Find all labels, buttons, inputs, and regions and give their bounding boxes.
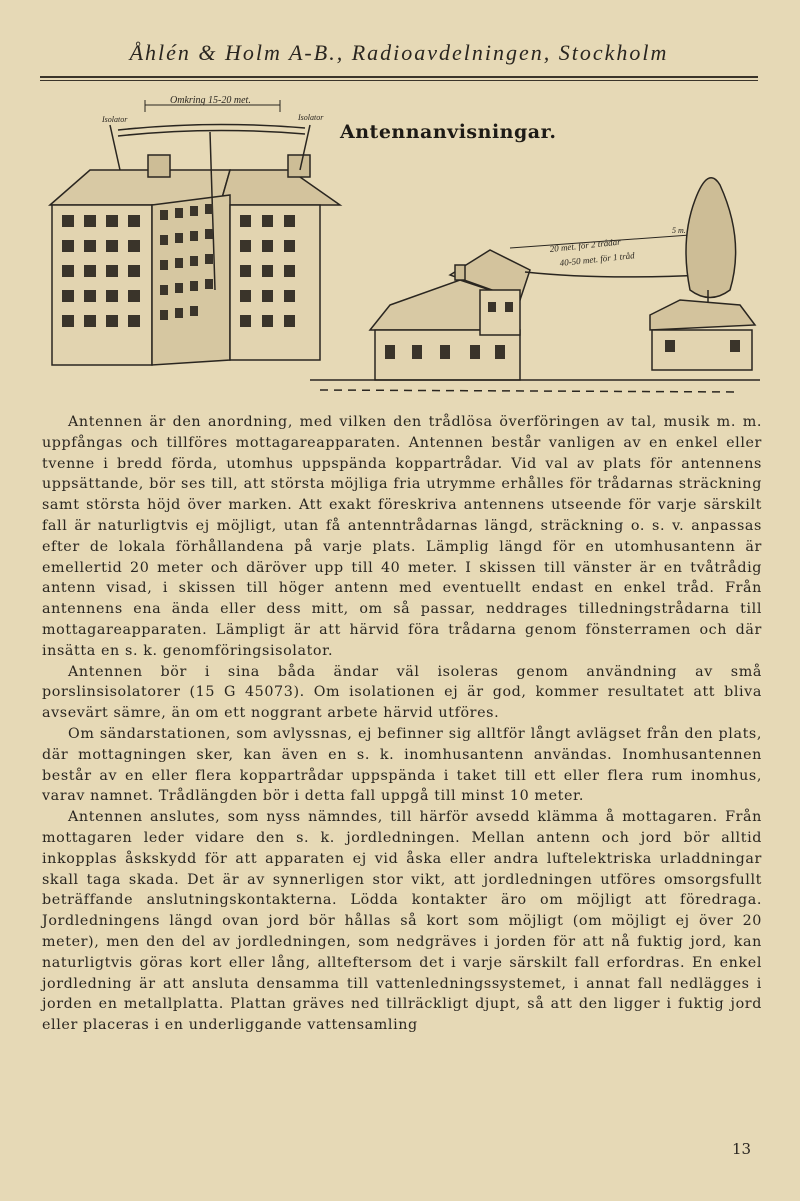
body-text bbox=[42, 412, 762, 1036]
paragraph-3: Om sändarstationen, som avlyssnas, ej befinner sig alltför långt avlägset från den plats, där mottagningen sker, kan även en s. k. inomhusantenn användas. Inomhusantennen består av en eller flera koppartrådar uppspända i taket till ett eller flera rum inomhus, varav namnet. Trådlängden bör i detta fall uppgå till minst 10 meter. bbox=[42, 725, 762, 805]
page-number: 13 bbox=[732, 1140, 752, 1158]
label-isolator-right: Isolator bbox=[298, 113, 324, 122]
header-rule-thin bbox=[40, 80, 758, 81]
paragraph-4: Antennen anslutes, som nyss nämndes, till härför avsedd klämma å mottagaren. Från mottagaren leder vidare den s. k. jordledningen. Mellan antenn och jord bör alltid inkopplas åskskydd för att apparaten ej vid åska eller andra luftelektriska urladdningar skall taga skada. Det är av synnerligen stor vikt, att jordledningen utföres omsorgsfullt beträffande anslutningskontakterna. Lödda kontakter äro om möjligt att föredraga. Jordledningens längd ovan jord bör hållas så kort som möjligt (om möjligt ej över 20 meter), men den del av jordledningen, som nedgräves i jorden för att nå fuktig jord, kan naturligtvis göras kort eller lång, allteftersom det i varje särskilt fall erfordras. En enkel jordledning är att ansluta densamma till vattenledningssystemet, i annat fall nedlägges i jorden en metallplatta. Plattan gräves ned tillräckligt djupt, så att den ligger i fuktig jord eller placeras i en underliggande vattensamling bbox=[42, 809, 762, 1034]
label-isolator-left: Isolator bbox=[102, 115, 128, 124]
label-two-wires: 20 met. för 2 trådar bbox=[549, 236, 622, 254]
label-height: 5 m. bbox=[672, 226, 686, 235]
header-rule bbox=[40, 76, 758, 78]
label-wire-length-left: Omkring 15-20 met. bbox=[170, 95, 251, 106]
paragraph-1: Antennen är den anordning, med vilken den trådlösa överföringen av tal, musik m. m. uppfångas och tillföres mottagareapparaten. Antennen består vanligen av en enkel eller tvenne i bredd förda, utomhus uppspända koppartrådar. Vid val av plats för antennens uppsättande, bör ses till, att största möjliga fria utrymme erhålles för trådarnas sträckning samt största höjd över marken. Att exakt föreskriva antennens utseende för varje särskilt fall är naturligtvis ej möjligt, utan få antenntrådarnas längd, sträckning o. s. v. anpassas efter de lokala förhållandena på varje plats. Lämplig längd för en utomhusantenn är emellertid 20 meter och däröver upp till 40 meter. I skissen till vänster är en tvåtrådig antenn visad, i skissen till höger antenn med eventuellt endast en enkel tråd. Från antennens ena ända eller dess mitt, om så passar, neddrages tilledningstrådarna till mottagareapparaten. Lämpligt är att härvid föra trådarna genom fönsterramen och där insätta en s. k. genomföringsisolator. bbox=[42, 414, 762, 659]
page-header: Åhlén & Holm A-B., Radioavdelningen, Stockholm bbox=[129, 40, 669, 65]
paragraph-2: Antennen bör i sina båda ändar väl isoleras genom användning av små porslinsisolatorer (15 G 45073). Om isolationen ej är god, kommer resultatet att bliva avsevärt sämre, än om ett noggrant arbete härvid utföres. bbox=[42, 663, 762, 722]
villa-drawing bbox=[310, 178, 760, 392]
label-one-wire: 40-50 met. för 1 tråd bbox=[559, 250, 636, 268]
section-title: Antennanvisningar. bbox=[340, 121, 557, 143]
apartment-building-drawing bbox=[50, 100, 340, 365]
